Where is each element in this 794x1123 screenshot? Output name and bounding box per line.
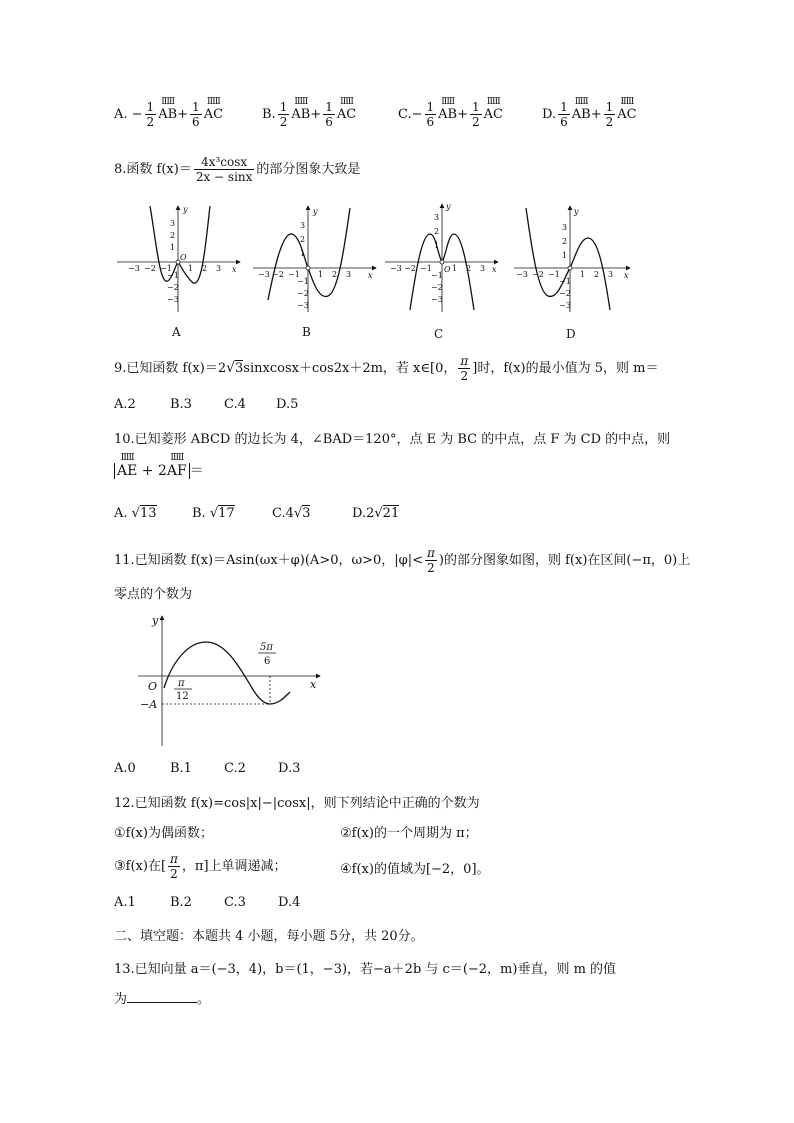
- y-tick: −2: [431, 283, 443, 292]
- q12-option-d: D.4: [278, 895, 301, 910]
- x-tick: −1: [548, 270, 560, 279]
- q12-statement-1: ①f(x)为偶函数；: [114, 826, 213, 841]
- y-tick: −2: [297, 289, 309, 298]
- y-tick: 3: [170, 219, 176, 228]
- x-tick: 2: [202, 264, 208, 273]
- x-tick: 1: [188, 264, 194, 273]
- y-tick: 3: [434, 213, 440, 222]
- tick-5pi-6-num: 5π: [260, 642, 273, 653]
- q12-question: 12.已知函数 f(x)=cos|x|−|cosx|，则下列结论中正确的个数为: [114, 796, 480, 811]
- q7-option-d: D. $\frac{1}{6}$ ⅡⅢ AB+ $\frac{1}{2}$ ⅡⅢ AC: [542, 97, 637, 129]
- q8-graphs: [112, 200, 652, 320]
- answer-blank: [127, 990, 197, 1003]
- q9-option-b: B.3: [170, 397, 192, 412]
- q11-option-c: C.2: [224, 761, 246, 776]
- section-2-heading: 二、填空题：本题共 4 小题，每小题 5分，共 20分。: [114, 929, 424, 944]
- y-tick: −3: [431, 295, 443, 304]
- x-tick: −1: [288, 270, 300, 279]
- q12-statement-3: ③f(x)在[ $\frac{\pi}{2}$ ，π]上单调递减；: [114, 852, 287, 881]
- q13-question: 13.已知向量 a＝(−3，4)，b＝(1，−3)，若−a＋2b 与 c＝(−2，m)垂直，则 m 的值: [114, 962, 617, 977]
- y-tick: 2: [300, 235, 306, 244]
- y-tick: 3: [562, 223, 568, 232]
- q10-option-a: A. √13: [114, 506, 157, 521]
- y-tick: 1: [434, 241, 440, 250]
- x-axis-label: x: [232, 265, 237, 274]
- y-axis-label: y: [152, 614, 159, 627]
- x-tick: 1: [580, 270, 586, 279]
- y-tick: −3: [297, 301, 309, 310]
- q11-option-a: A.0: [114, 761, 136, 776]
- y-tick: −1: [559, 277, 571, 286]
- origin-label: O: [444, 265, 451, 274]
- x-tick: −2: [144, 264, 156, 273]
- q10-option-b: B. √17: [192, 506, 235, 521]
- x-axis-label: x: [368, 271, 373, 280]
- graph-d: [514, 206, 630, 312]
- q10-option-c: C.4√3: [272, 506, 311, 521]
- x-tick: −1: [160, 264, 172, 273]
- tick-pi-12-den: 12: [176, 691, 189, 702]
- y-axis-label: y: [574, 207, 579, 216]
- q10-option-d: D.2√21: [352, 506, 400, 521]
- graph-b: [253, 206, 376, 312]
- y-tick: 2: [562, 237, 568, 246]
- q10-question: 10.已知菱形 ABCD 的边长为 4，∠BAD＝120°，点 E 为 BC 的中点，点 F 为 CD 的中点，则: [114, 432, 671, 447]
- q10-expression: ⅡⅢ AE + 2 ⅡⅢ AF ＝: [114, 460, 204, 480]
- x-axis-label: x: [492, 265, 497, 274]
- y-tick: −1: [167, 271, 179, 280]
- graph-c: [385, 202, 498, 312]
- x-tick: −3: [390, 264, 402, 273]
- q12-statement-4: ④f(x)的值域为[−2，0]。: [340, 862, 490, 877]
- x-tick: 1: [452, 264, 458, 273]
- q11-graph: [138, 612, 328, 748]
- q11-question-line2: 零点的个数为: [114, 587, 193, 602]
- y-axis-label: y: [313, 207, 318, 216]
- x-tick: 2: [466, 264, 472, 273]
- q11-option-b: B.1: [170, 761, 192, 776]
- x-tick: −2: [532, 270, 544, 279]
- x-tick: 3: [480, 264, 486, 273]
- y-tick: 1: [300, 249, 306, 258]
- x-tick: 3: [608, 270, 614, 279]
- x-tick: −3: [516, 270, 528, 279]
- x-tick: −1: [420, 264, 432, 273]
- x-tick: 2: [594, 270, 600, 279]
- y-tick: 1: [562, 251, 568, 260]
- q7-option-a: A. − $\frac{1}{2}$ ⅡⅢ AB+ $\frac{1}{6}$ ⅡⅢ AC: [114, 97, 224, 129]
- x-tick: −3: [258, 270, 270, 279]
- y-tick: 2: [434, 227, 440, 236]
- q8-question: 8.函数 f(x)＝ $\frac{\text{4x³cosx}}{2x - \sin x}$ 的部分图象大致是: [114, 155, 361, 184]
- x-tick: 2: [332, 270, 338, 279]
- origin-label: O: [148, 680, 158, 693]
- q12-option-c: C.3: [224, 895, 246, 910]
- q9-option-c: C.4: [224, 397, 246, 412]
- graph-b-label: B: [302, 325, 311, 339]
- y-tick: −1: [431, 271, 443, 280]
- y-tick: 2: [170, 231, 176, 240]
- x-tick: −2: [404, 264, 416, 273]
- y-tick: −3: [167, 295, 179, 304]
- q11-question: 11.已知函数 f(x)＝Asin(ωx＋φ)(A>0，ω>0，|φ|< $\frac{\pi}{2}$ )的部分图象如图，则 f(x)在区间(−π，0)上: [114, 546, 691, 575]
- q12-statement-2: ②f(x)的一个周期为 π；: [340, 826, 478, 841]
- graph-d-label: D: [566, 327, 576, 341]
- y-tick: 3: [300, 221, 306, 230]
- neg-a-label: −A: [140, 698, 158, 711]
- graph-a: [117, 205, 240, 312]
- x-tick: −2: [272, 270, 284, 279]
- x-axis-label: x: [624, 271, 629, 280]
- q13-question-line2: 为 。: [114, 992, 211, 1007]
- y-tick: −2: [167, 283, 179, 292]
- graph-a-label: A: [172, 325, 181, 339]
- q9-question: 9.已知函数 f(x)＝2√3sinxcosx＋cos2x＋2m，若 x∈[0， $\frac{\pi}{2}$ ]时，f(x)的最小值为 5，则 m＝: [114, 354, 659, 383]
- graph-c-label: C: [434, 327, 444, 341]
- tick-pi-12-num: π: [178, 678, 185, 689]
- x-tick: −3: [128, 264, 140, 273]
- q9-option-d: D.5: [276, 397, 299, 412]
- y-axis-label: y: [446, 202, 451, 211]
- x-axis-label: x: [310, 678, 317, 691]
- q12-option-b: B.2: [170, 895, 192, 910]
- x-tick: 3: [346, 270, 352, 279]
- y-tick: −3: [559, 301, 571, 310]
- q7-option-c: C.− $\frac{1}{6}$ ⅡⅢ AB+ $\frac{1}{2}$ ⅡⅢ AC: [398, 97, 503, 129]
- y-axis-label: y: [183, 205, 188, 214]
- q11-option-d: D.3: [278, 761, 301, 776]
- origin-label: O: [180, 253, 187, 262]
- x-tick: 1: [318, 270, 324, 279]
- q7-option-b: B. $\frac{1}{2}$ ⅡⅢ AB+ $\frac{1}{6}$ ⅡⅢ AC: [262, 97, 357, 129]
- y-tick: −1: [297, 277, 309, 286]
- tick-5pi-6-den: 6: [264, 656, 271, 667]
- q9-option-a: A.2: [114, 397, 136, 412]
- y-tick: 1: [170, 243, 176, 252]
- x-tick: 3: [216, 264, 222, 273]
- q12-option-a: A.1: [114, 895, 136, 910]
- y-tick: −2: [559, 289, 571, 298]
